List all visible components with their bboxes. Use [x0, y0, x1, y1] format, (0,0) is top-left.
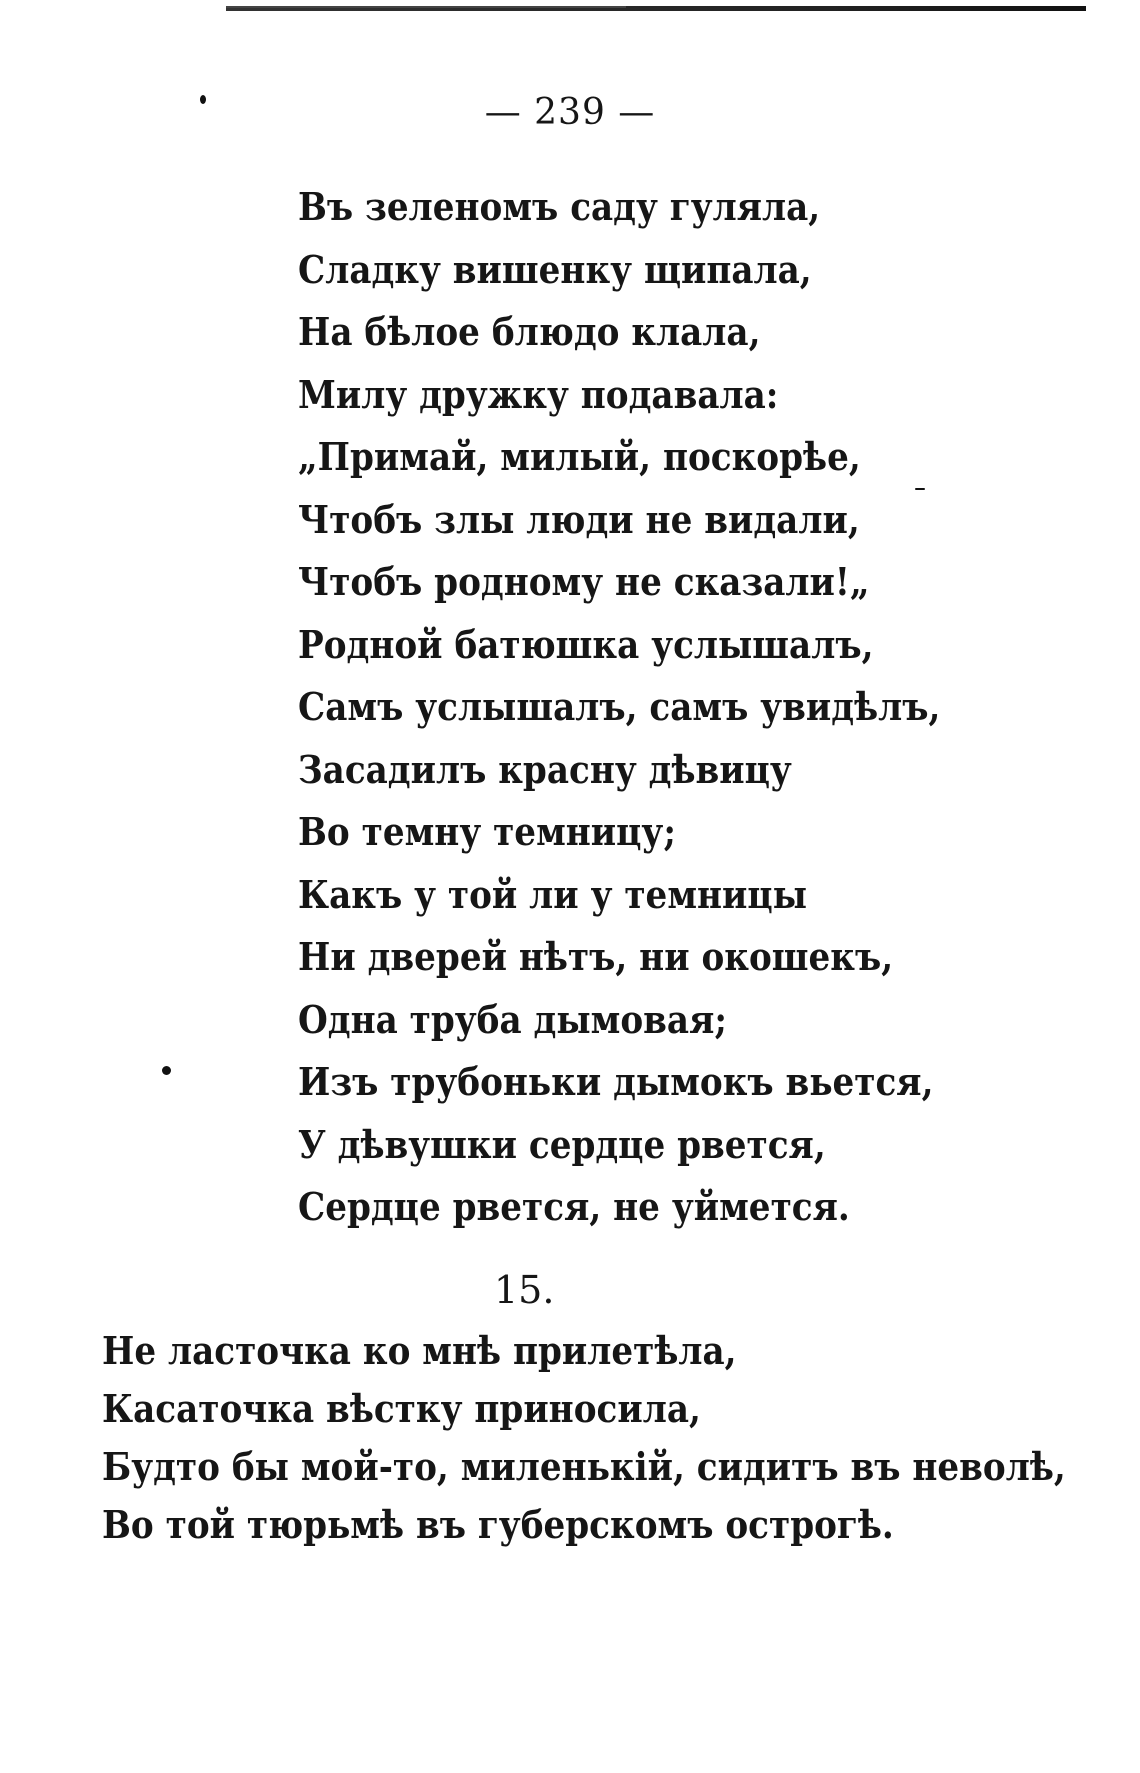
poem-line: Родной батюшка услышалъ,	[298, 621, 874, 667]
poem-line: Касаточка вѣстку приносила,	[102, 1386, 701, 1431]
poem-line: Чтобъ злы люди не видали,	[298, 496, 860, 542]
poem-line: Сердце рвется, не уймется.	[298, 1184, 850, 1229]
print-speck	[162, 1066, 171, 1075]
page-number: — 239 —	[484, 92, 656, 133]
poem-line: Сладку вишенку щипала,	[298, 246, 812, 292]
poem-line: Будто бы мой-то, миленькій, сидитъ въ неволѣ,	[102, 1444, 1066, 1489]
top-rule-thin	[226, 6, 626, 8]
poem-line: Самъ услышалъ, самъ увидѣлъ,	[298, 684, 941, 729]
poem-15	[102, 1322, 1140, 1554]
song-number: 15.	[494, 1268, 555, 1312]
poem-line: Въ зеленомъ саду гуляла,	[298, 184, 821, 229]
poem-line: Чтобъ родному не сказали!„	[298, 559, 870, 604]
poem-line: Одна труба дымовая;	[298, 996, 727, 1042]
poem-continued	[298, 176, 1012, 1239]
poem-line: Во темну темницу;	[298, 809, 676, 854]
poem-line: На бѣлое блюдо клала,	[298, 309, 761, 354]
poem-line: Милу дружку подавала:	[298, 371, 779, 417]
print-speck	[915, 488, 925, 490]
poem-line: Засадилъ красну дѣвицу	[298, 746, 792, 792]
poem-line: Какъ у той ли у темницы	[298, 871, 807, 917]
poem-line: Изъ трубоньки дымокъ вьется,	[298, 1059, 934, 1104]
poem-line: Во той тюрьмѣ въ губерскомъ острогѣ.	[102, 1502, 894, 1547]
poem-line: Ни дверей нѣтъ, ни окошекъ,	[298, 934, 894, 979]
poem-line: У дѣвушки сердце рвется,	[298, 1121, 826, 1167]
poem-line: „Примай, милый, поскорѣе,	[298, 434, 861, 479]
print-speck	[200, 95, 206, 104]
poem-line: Не ласточка ко мнѣ прилетѣла,	[102, 1328, 737, 1373]
